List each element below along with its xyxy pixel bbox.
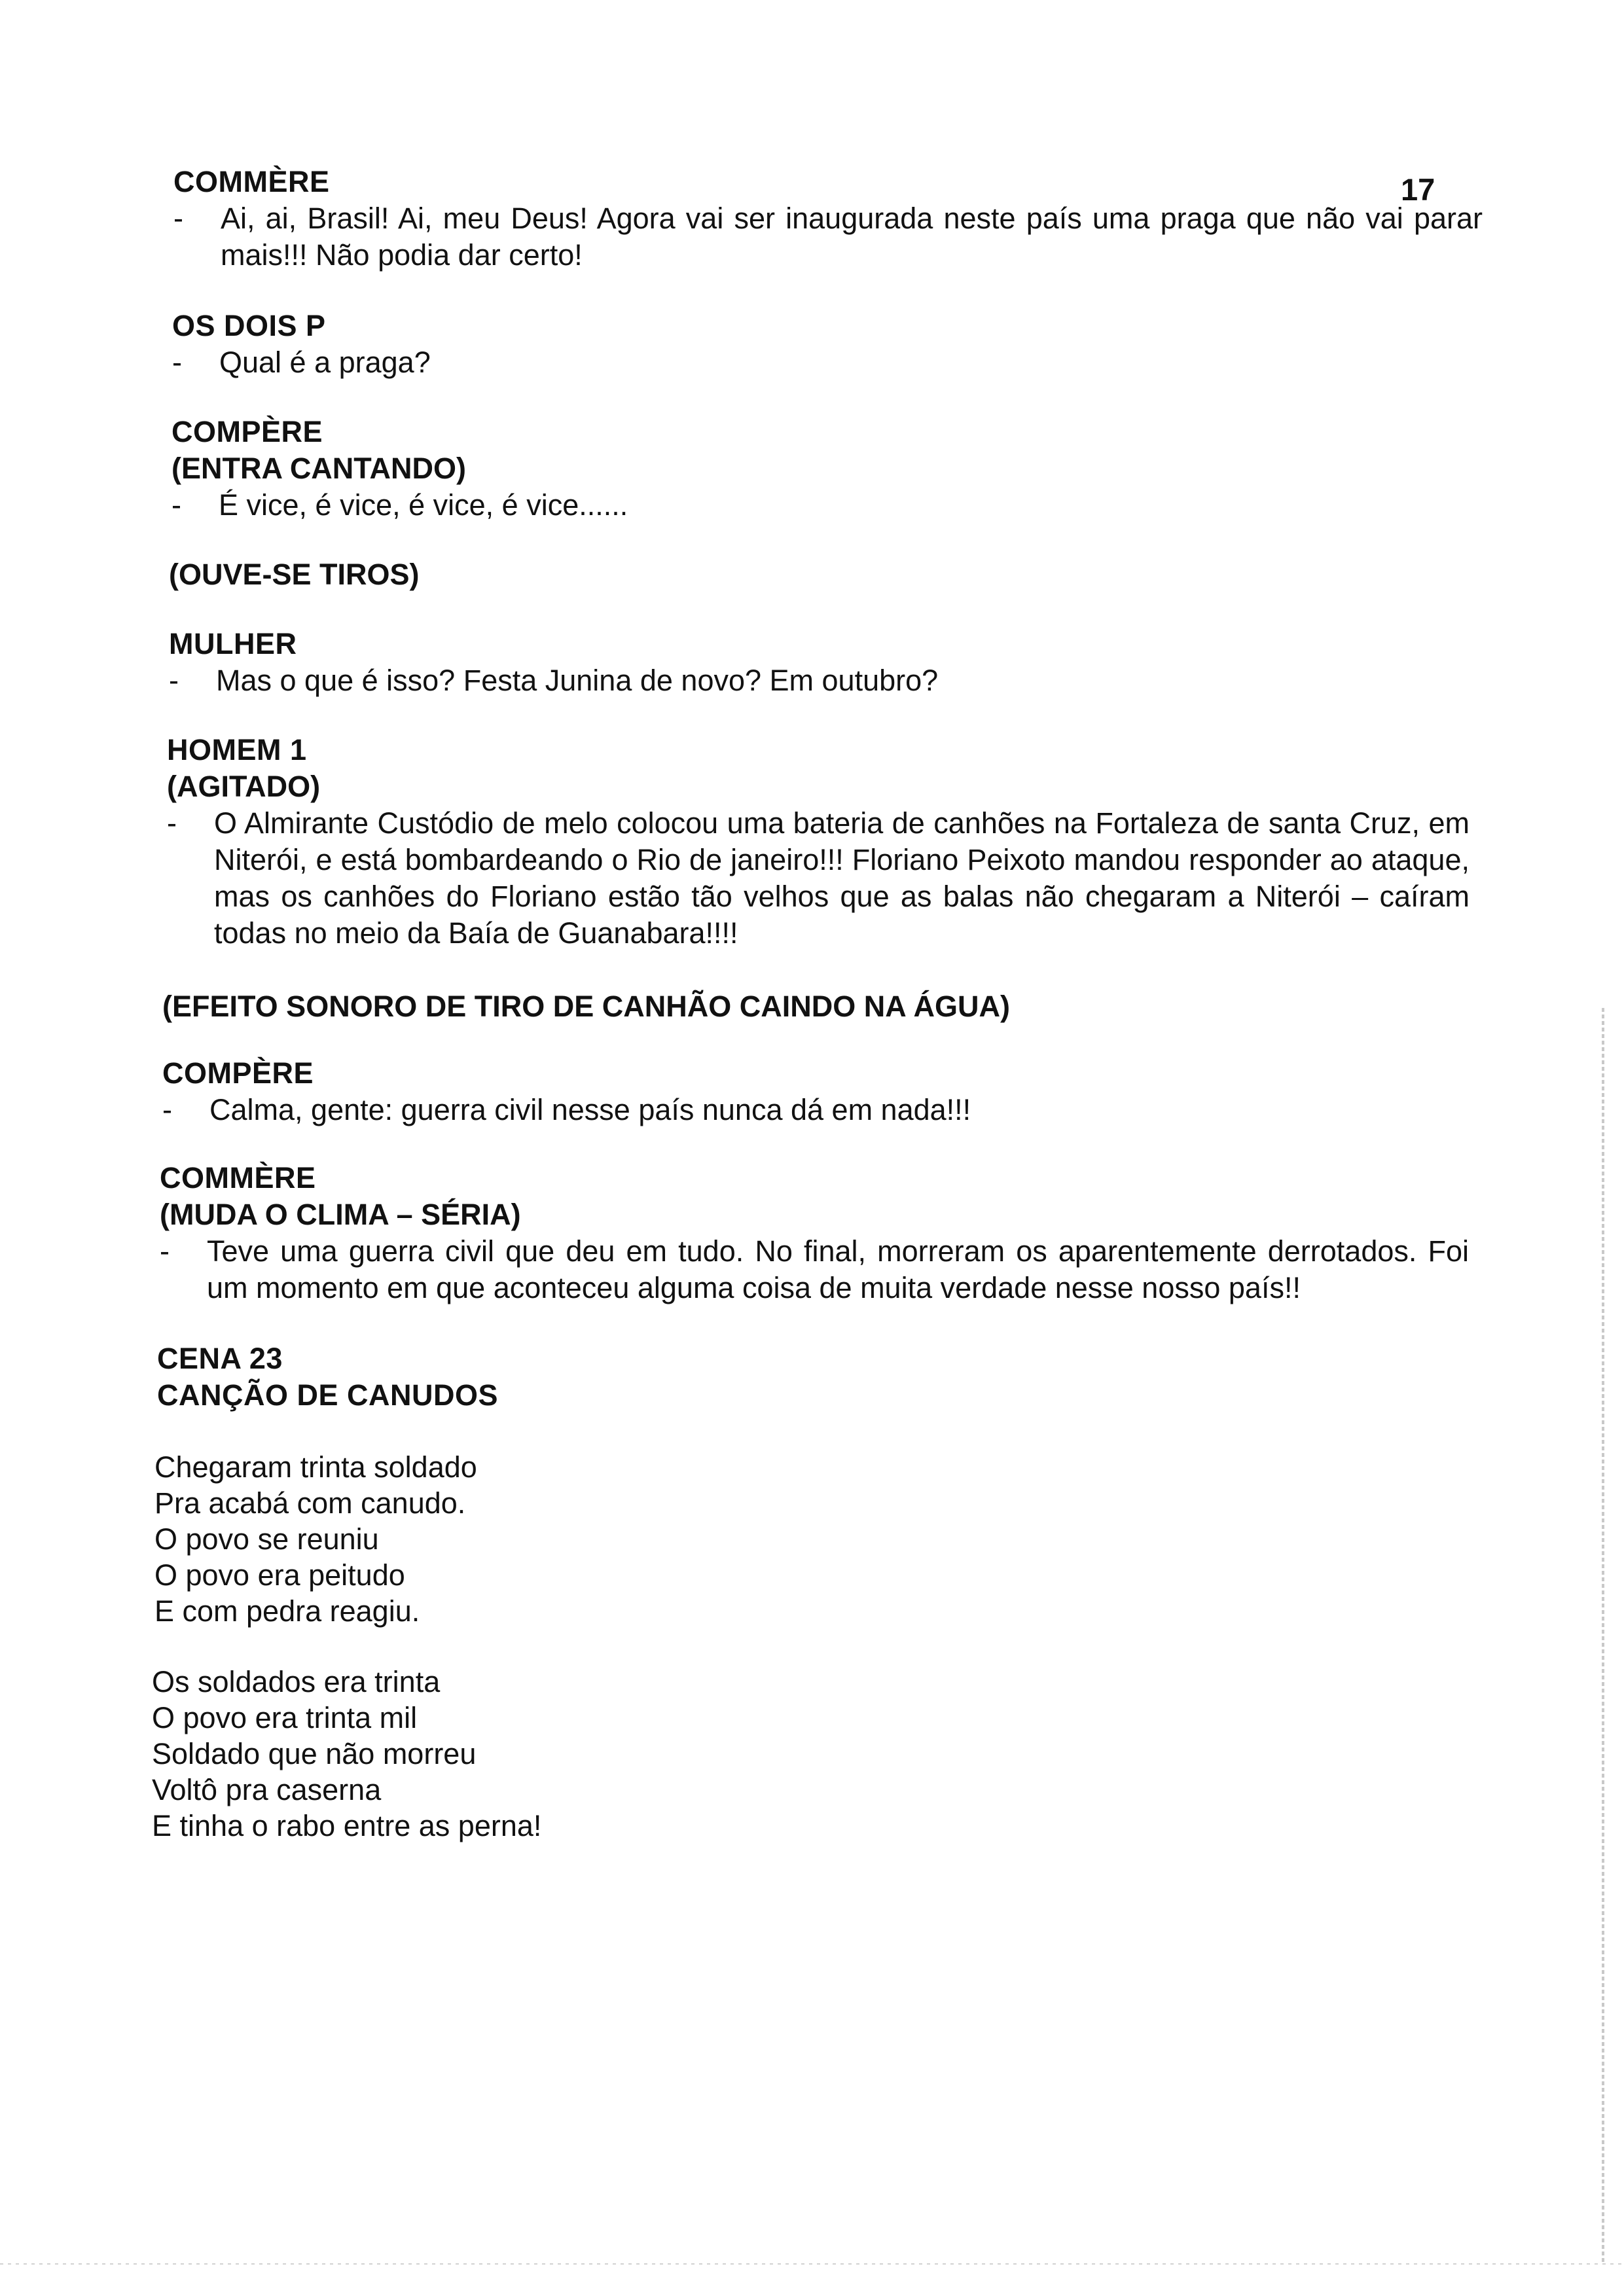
- stage-direction-block: [162, 988, 1478, 1025]
- dialogue-line: [173, 200, 1483, 274]
- verse-line: E tinha o rabo entre as perna!: [152, 1809, 542, 1842]
- song-stanza-1: [154, 1449, 1470, 1629]
- dialogue-text: É vice, é vice, é vice, é vice......: [219, 488, 628, 522]
- dialogue-dash: -: [167, 806, 177, 840]
- dialogue-line: [171, 487, 1487, 524]
- dialogue-block-homem-1: [167, 732, 1483, 952]
- speaker-name: COMMÈRE: [160, 1161, 316, 1194]
- dialogue-block-compere-1: [171, 414, 1487, 524]
- dialogue-text: Teve uma guerra civil que deu em tudo. No final, morreram os aparentemente derrotados. Foi um momento em que aconteceu alguma coisa de muita verdade nesse nosso país!!: [207, 1234, 1469, 1304]
- speaker-name: HOMEM 1: [167, 733, 307, 766]
- dialogue-dash: -: [162, 1093, 172, 1126]
- verse-line: E com pedra reagiu.: [154, 1594, 420, 1628]
- dialogue-line: [172, 344, 1488, 381]
- scan-edge-artifact: [1602, 1008, 1604, 2265]
- stage-direction: (AGITADO): [167, 770, 321, 803]
- verse-line: O povo era peitudo: [154, 1558, 405, 1592]
- dialogue-line: [169, 662, 1485, 699]
- scan-bottom-artifact: [0, 2263, 1624, 2265]
- dialogue-text: Mas o que é isso? Festa Junina de novo? Em outubro?: [216, 664, 939, 697]
- speaker-name: COMPÈRE: [171, 415, 323, 448]
- dialogue-text: Ai, ai, Brasil! Ai, meu Deus! Agora vai ser inaugurada neste país uma praga que não vai parar mais!!! Não podia dar certo!: [221, 202, 1483, 272]
- speaker-name: MULHER: [169, 627, 297, 660]
- verse-line: Soldado que não morreu: [152, 1737, 477, 1770]
- dialogue-text: Calma, gente: guerra civil nesse país nunca dá em nada!!!: [209, 1093, 971, 1126]
- verse-line: O povo se reuniu: [154, 1522, 379, 1556]
- verse-line: Chegaram trinta soldado: [154, 1450, 477, 1484]
- verse-line: Voltô pra caserna: [152, 1773, 382, 1806]
- speaker-name: COMMÈRE: [173, 165, 330, 198]
- verse-line: O povo era trinta mil: [152, 1701, 418, 1734]
- speaker-name: COMPÈRE: [162, 1056, 314, 1090]
- verse-line: Os soldados era trinta: [152, 1665, 441, 1698]
- page-number: 17: [1401, 172, 1435, 207]
- stage-direction-block: [169, 556, 1485, 593]
- dialogue-block-compere-2: [162, 1055, 1478, 1128]
- dialogue-block-mulher: [169, 626, 1485, 699]
- dialogue-dash: -: [173, 202, 183, 235]
- dialogue-dash: -: [160, 1234, 170, 1268]
- stage-direction: (ENTRA CANTANDO): [171, 452, 466, 485]
- dialogue-block-commere-2: [160, 1160, 1475, 1306]
- dialogue-line: [162, 1092, 1478, 1128]
- dialogue-text: O Almirante Custódio de melo colocou uma bateria de canhões na Fortaleza de santa Cruz, em Niterói, e está bombardeando o Rio de janeiro!!! Floriano Peixoto mandou responder ao ataque, mas os canhões do Floriano estão tão velhos que as balas não chegaram a Niterói – caíram todas no meio da Baía de Guanabara!!!!: [214, 806, 1470, 950]
- song-stanza-2: [152, 1664, 1468, 1844]
- verse-line: Pra acabá com canudo.: [154, 1486, 466, 1520]
- dialogue-text: Qual é a praga?: [219, 346, 431, 379]
- stage-direction: (OUVE-SE TIROS): [169, 558, 420, 591]
- dialogue-dash: -: [171, 488, 181, 522]
- scene-title: CANÇÃO DE CANUDOS: [157, 1378, 499, 1412]
- dialogue-block-os-dois-p: [172, 308, 1488, 381]
- dialogue-line: [160, 1233, 1469, 1306]
- dialogue-line: [167, 805, 1470, 952]
- scene-label: CENA 23: [157, 1342, 283, 1375]
- dialogue-dash: -: [169, 664, 179, 697]
- dialogue-dash: -: [172, 346, 182, 379]
- stage-direction: (EFEITO SONORO DE TIRO DE CANHÃO CAINDO NA ÁGUA): [162, 990, 1011, 1023]
- scene-header: [157, 1340, 1473, 1414]
- dialogue-block-commere-1: [173, 164, 1489, 274]
- stage-direction: (MUDA O CLIMA – SÉRIA): [160, 1198, 521, 1231]
- speaker-name: OS DOIS P: [172, 309, 326, 342]
